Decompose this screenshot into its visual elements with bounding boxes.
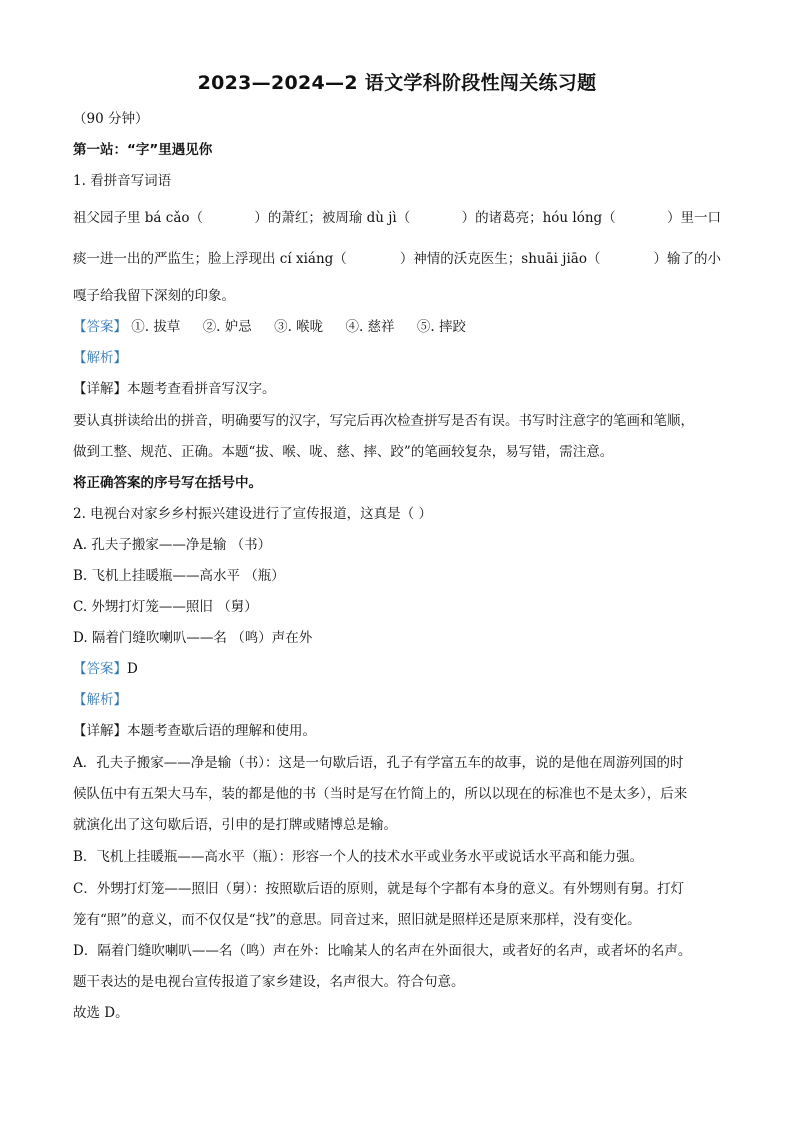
answer-label: 【答案】 xyxy=(73,661,127,677)
analysis-label: 【解析】 xyxy=(73,692,127,708)
q1-line1 xyxy=(73,209,721,227)
q1-line1-part: 祖父园子里 bá cǎo（ xyxy=(73,210,204,226)
q1-line1-part: ）里一口 xyxy=(666,210,721,226)
duration-note: （90 分钟） xyxy=(73,111,149,127)
q2-explanation-line: 题干表达的是电视台宣传报道了家乡建设，名声很大。符合句意。 xyxy=(73,974,465,990)
answer-item: ②. 妒忌 xyxy=(202,319,252,335)
answer-item: ①. 拔草 xyxy=(131,319,181,335)
q2-prompt: 2. 电视台对家乡乡村振兴建设进行了宣传报道，这真是（ ） xyxy=(73,506,432,522)
q2-option-d: D. 隔着门缝吹喇叭——名 （鸣）声在外 xyxy=(73,630,313,646)
q2-explanation-line: D．隔着门缝吹喇叭——名（鸣）声在外：比喻某人的名声在外面很大，或者好的名声，或者坏的名声。 xyxy=(73,943,692,959)
section1-heading: 第一站：“字”里遇见你 xyxy=(73,142,213,158)
q2-option-c: C. 外甥打灯笼——照旧 （舅） xyxy=(73,599,258,615)
detail-label: 【详解】 xyxy=(73,723,127,739)
answer-item: ③. 喉咙 xyxy=(274,319,324,335)
q1-line1-part: ）的萧红；被周瑜 dù jì（ xyxy=(254,210,411,226)
q1-prompt: 1. 看拼音写词语 xyxy=(73,173,172,189)
q2-explanation-line: 候队伍中有五架大马车，装的都是他的书（当时是写在竹简上的，所以以现在的标准也不是太多），后来 xyxy=(73,786,688,802)
q1-answer-row xyxy=(73,318,484,336)
answer-label: 【答案】 xyxy=(73,319,127,335)
q2-option-a: A. 孔夫子搬家——净是输 （书） xyxy=(73,537,272,553)
q1-paragraph-line: 做到工整、规范、正确。本题“拔、喉、咙、慈、摔、跤”的笔画较复杂，易写错，需注意。 xyxy=(73,444,614,460)
q1-line2-part: ）输了的小 xyxy=(653,251,721,267)
q2-explanation-line: C．外甥打灯笼——照旧（舅）：按照歇后语的原则，就是每个字都有本身的意义。有外甥则有舅。打灯 xyxy=(73,881,685,897)
detail-label: 【详解】 xyxy=(73,381,127,397)
q1-line2-part: 痰一进一出的严监生；脸上浮现出 cí xiáng（ xyxy=(73,251,347,267)
q2-option-b: B. 飞机上挂暖瓶——高水平 （瓶） xyxy=(73,568,285,584)
answer-value: D xyxy=(127,661,138,677)
q2-explanation-line: 故选 D。 xyxy=(73,1005,129,1021)
q2-explanation-line: A．孔夫子搬家——净是输（书）：这是一句歇后语，孔子有学富五车的故事，说的是他在周游列国的时 xyxy=(73,755,684,771)
q1-paragraph-line: 要认真拼读给出的拼音，明确要写的汉字，写完后再次检查拼写是否有误。书写时注意字的笔画和笔顺， xyxy=(73,413,694,429)
page-title: 2023—2024—2 语文学科阶段性闯关练习题 xyxy=(197,72,597,94)
q1-line2-part: ）神情的沃克医生；shuāi jiāo（ xyxy=(399,251,601,267)
answer-item: ④. 慈祥 xyxy=(345,319,395,335)
q1-line2 xyxy=(73,250,721,268)
q2-answer-row xyxy=(73,660,138,678)
q1-line3: 嘎子给我留下深刻的印象。 xyxy=(73,288,235,304)
detail-text: 本题考查歇后语的理解和使用。 xyxy=(127,723,316,739)
analysis-label: 【解析】 xyxy=(73,350,127,366)
q2-explanation-line: B．飞机上挂暖瓶——高水平（瓶）：形容一个人的技术水平或业务水平或说话水平高和能力强。 xyxy=(73,849,644,865)
q1-line1-part: ）的诸葛亮；hóu lóng（ xyxy=(461,210,616,226)
q1-detail xyxy=(73,380,276,398)
q2-explanation-line: 笼有“照”的意义，而不仅仅是“找”的意思。同音过来，照旧就是照样还是原来那样，没有变化。 xyxy=(73,912,641,928)
section2-heading: 将正确答案的序号写在括号中。 xyxy=(73,475,262,491)
detail-text: 本题考查看拼音写汉字。 xyxy=(127,381,276,397)
answer-item: ⑤. 摔跤 xyxy=(416,319,466,335)
q2-detail xyxy=(73,722,316,740)
q2-explanation-line: 就演化出了这句歇后语，引申的是打牌或赌博总是输。 xyxy=(73,817,397,833)
